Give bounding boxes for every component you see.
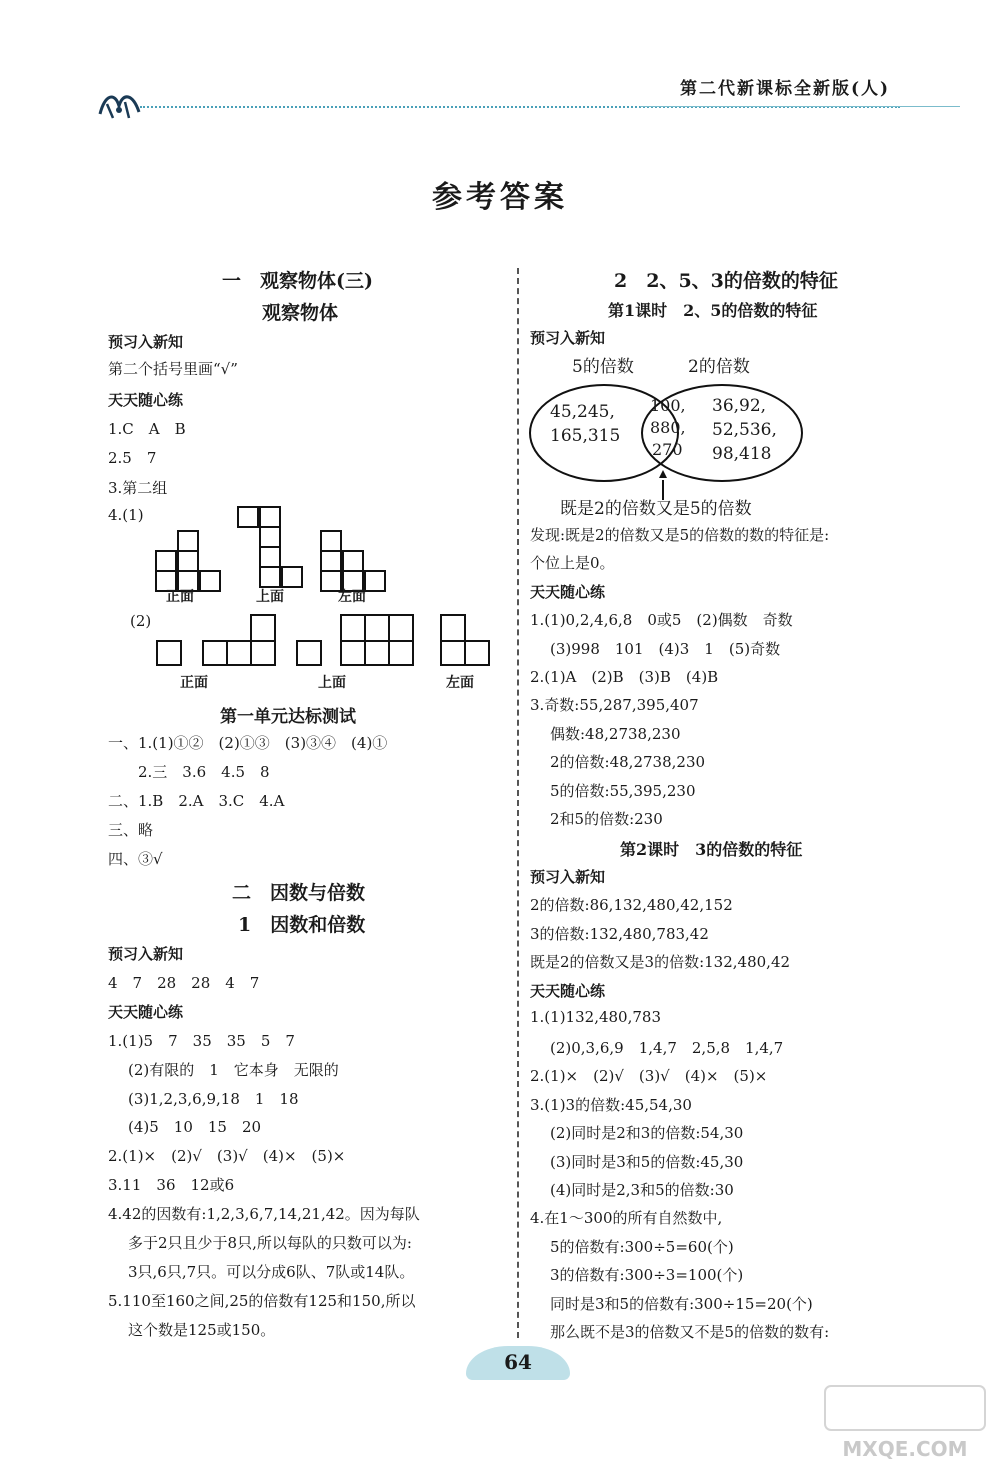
figure-label: 上面 (318, 675, 346, 691)
unit-test-title: 第一单元达标测试 (220, 707, 356, 727)
venn-right-text: 52,536, (712, 420, 777, 440)
answer-line: 多于2只且少于8只,所以每队的只数可以为: (128, 1234, 412, 1252)
answer-line: 2的倍数:48,2738,230 (550, 753, 706, 771)
figure-label: 上面 (256, 589, 284, 605)
lesson1-title: 第1课时 2、5的倍数的特征 (608, 301, 818, 320)
answer-line: 3只,6只,7只。可以分成6队、7队或14队。 (128, 1263, 415, 1281)
answer-line: (2)有限的 1 它本身 无限的 (128, 1061, 339, 1079)
answer-line: 5的倍数:55,395,230 (550, 782, 696, 800)
yuxi-label: 预习入新知 (108, 333, 184, 351)
view-figure-left-2 (440, 614, 496, 670)
answer-line: 3.(1)3的倍数:45,54,30 (530, 1096, 692, 1114)
finding-line: 发现:既是2的倍数又是5的倍数的数的特征是: (530, 526, 830, 544)
series-title: 第二代新课标全新版(人) (680, 79, 891, 99)
test-line: 三、略 (108, 821, 154, 839)
answer-line: 1.C A B (108, 420, 186, 438)
test-line: 四、③√ (108, 850, 163, 868)
answer-line: 5.110至160之间,25的倍数有125和150,所以 (108, 1292, 416, 1310)
unit1-subtitle: 观察物体 (262, 302, 339, 324)
figure-label: 正面 (180, 675, 208, 691)
answer-line: 3.奇数:55,287,395,407 (530, 696, 699, 714)
yuxi-line: 既是2的倍数又是3的倍数:132,480,42 (530, 953, 791, 971)
unit2-title: 二 因数与倍数 (232, 882, 366, 904)
venn-label-right: 2的倍数 (688, 357, 750, 377)
answer-line: (4)同时是2,3和5的倍数:30 (550, 1181, 734, 1199)
lesson2-title: 第2课时 3的倍数的特征 (620, 840, 803, 859)
page-title: 参考答案 (432, 180, 568, 215)
yuxi-label: 预习入新知 (108, 945, 184, 963)
view-figure-front (155, 530, 225, 590)
answer-line: 偶数:48,2738,230 (550, 725, 681, 743)
venn-left-text: 165,315 (550, 426, 621, 446)
answer-line: 1.(1)5 7 35 35 5 7 (108, 1032, 295, 1050)
tiantian-label: 天天随心练 (530, 982, 606, 1000)
answer-line: 5的倍数有:300÷5=60(个) (550, 1238, 734, 1256)
figure-label: 左面 (446, 675, 474, 691)
yuxi-line: 2的倍数:86,132,480,42,152 (530, 896, 733, 914)
watermark-logo (815, 1380, 995, 1466)
answer-line: 3.11 36 12或6 (108, 1176, 235, 1194)
figure-label: 正面 (166, 589, 194, 605)
answer-line: (4)5 10 15 20 (128, 1118, 262, 1136)
yuxi-line: 3的倍数:132,480,783,42 (530, 925, 709, 943)
answer-line: 同时是3和5的倍数有:300÷15=20(个) (550, 1295, 813, 1313)
answer-line: 1.(1)132,480,783 (530, 1008, 661, 1026)
yuxi-label: 预习入新知 (530, 329, 606, 347)
answer-line: (3)同时是3和5的倍数:45,30 (550, 1153, 744, 1171)
venn-left-text: 45,245, (550, 402, 615, 422)
answer-line: 这个数是125或150。 (128, 1321, 276, 1339)
answer-line: 4.在1～300的所有自然数中, (530, 1209, 723, 1227)
answer-line: 2.(1)A (2)B (3)B (4)B (530, 668, 719, 686)
tiantian-label: 天天随心练 (530, 583, 606, 601)
tiantian-label: 天天随心练 (108, 391, 184, 409)
view-figure-top-3 (340, 614, 420, 670)
header-rule-tail (640, 98, 960, 107)
yuxi-text: 第二个括号里画“√” (108, 360, 238, 378)
answer-line: (3)998 101 (4)3 1 (5)奇数 (550, 640, 781, 658)
view-figure-front-2 (156, 640, 186, 670)
answer-line: 2和5的倍数:230 (550, 810, 663, 828)
answer-line: 2.(1)× (2)√ (3)√ (4)× (5)× (108, 1147, 346, 1165)
venn-right-text: 98,418 (712, 444, 772, 464)
answer-line: (2) (130, 612, 152, 630)
answer-line: (2)0,3,6,9 1,4,7 2,5,8 1,4,7 (550, 1039, 784, 1057)
page-number: 64 (504, 1350, 532, 1374)
figure-label: 左面 (338, 589, 366, 605)
answer-line: 4.(1) (108, 506, 144, 524)
test-line: 2.三 3.6 4.5 8 (138, 763, 270, 781)
view-figure-top-2 (296, 640, 326, 670)
answer-line: 3.第二组 (108, 479, 168, 497)
answer-line: 1.(1)0,2,4,6,8 0或5 (2)偶数 奇数 (530, 611, 793, 629)
venn-mid-text: 270 (652, 440, 683, 459)
venn-mid-text: 880, (650, 418, 686, 437)
test-line: 二、1.B 2.A 3.C 4.A (108, 792, 285, 810)
answer-line: 2.5 7 (108, 449, 157, 467)
answer-line: 那么既不是3的倍数又不是5的倍数的数有: (550, 1323, 830, 1341)
venn-label-left: 5的倍数 (572, 357, 634, 377)
venn-mid-text: 100, (650, 396, 686, 415)
book-logo-icon (95, 84, 145, 124)
column-divider (517, 268, 519, 1338)
unit2-subtitle: 1 因数和倍数 (238, 914, 366, 936)
view-figure-left (320, 530, 390, 590)
answer-line: (3)1,2,3,6,9,18 1 18 (128, 1090, 299, 1108)
answer-line: (2)同时是2和3的倍数:54,30 (550, 1124, 744, 1142)
answer-line: 3的倍数有:300÷3=100(个) (550, 1266, 744, 1284)
unit1-title: 一 观察物体(三) (222, 270, 373, 292)
yuxi-text: 4 7 28 28 4 7 (108, 974, 260, 992)
answer-line: 4.42的因数有:1,2,3,6,7,14,21,42。因为每队 (108, 1205, 420, 1223)
finding-line: 个位上是0。 (530, 554, 615, 572)
view-figure-top (237, 506, 307, 590)
yuxi-label: 预习入新知 (530, 868, 606, 886)
view-figure-front-3 (202, 614, 282, 670)
svg-text:MXQE.COM: MXQE.COM (842, 1437, 968, 1461)
section-title: 2 2、5、3的倍数的特征 (614, 270, 838, 292)
test-line: 一、1.(1)①② (2)①③ (3)③④ (4)① (108, 734, 388, 752)
answer-line: 2.(1)× (2)√ (3)√ (4)× (5)× (530, 1067, 768, 1085)
tiantian-label: 天天随心练 (108, 1003, 184, 1021)
venn-right-text: 36,92, (712, 396, 767, 416)
venn-caption: 既是2的倍数又是5的倍数 (560, 499, 752, 519)
